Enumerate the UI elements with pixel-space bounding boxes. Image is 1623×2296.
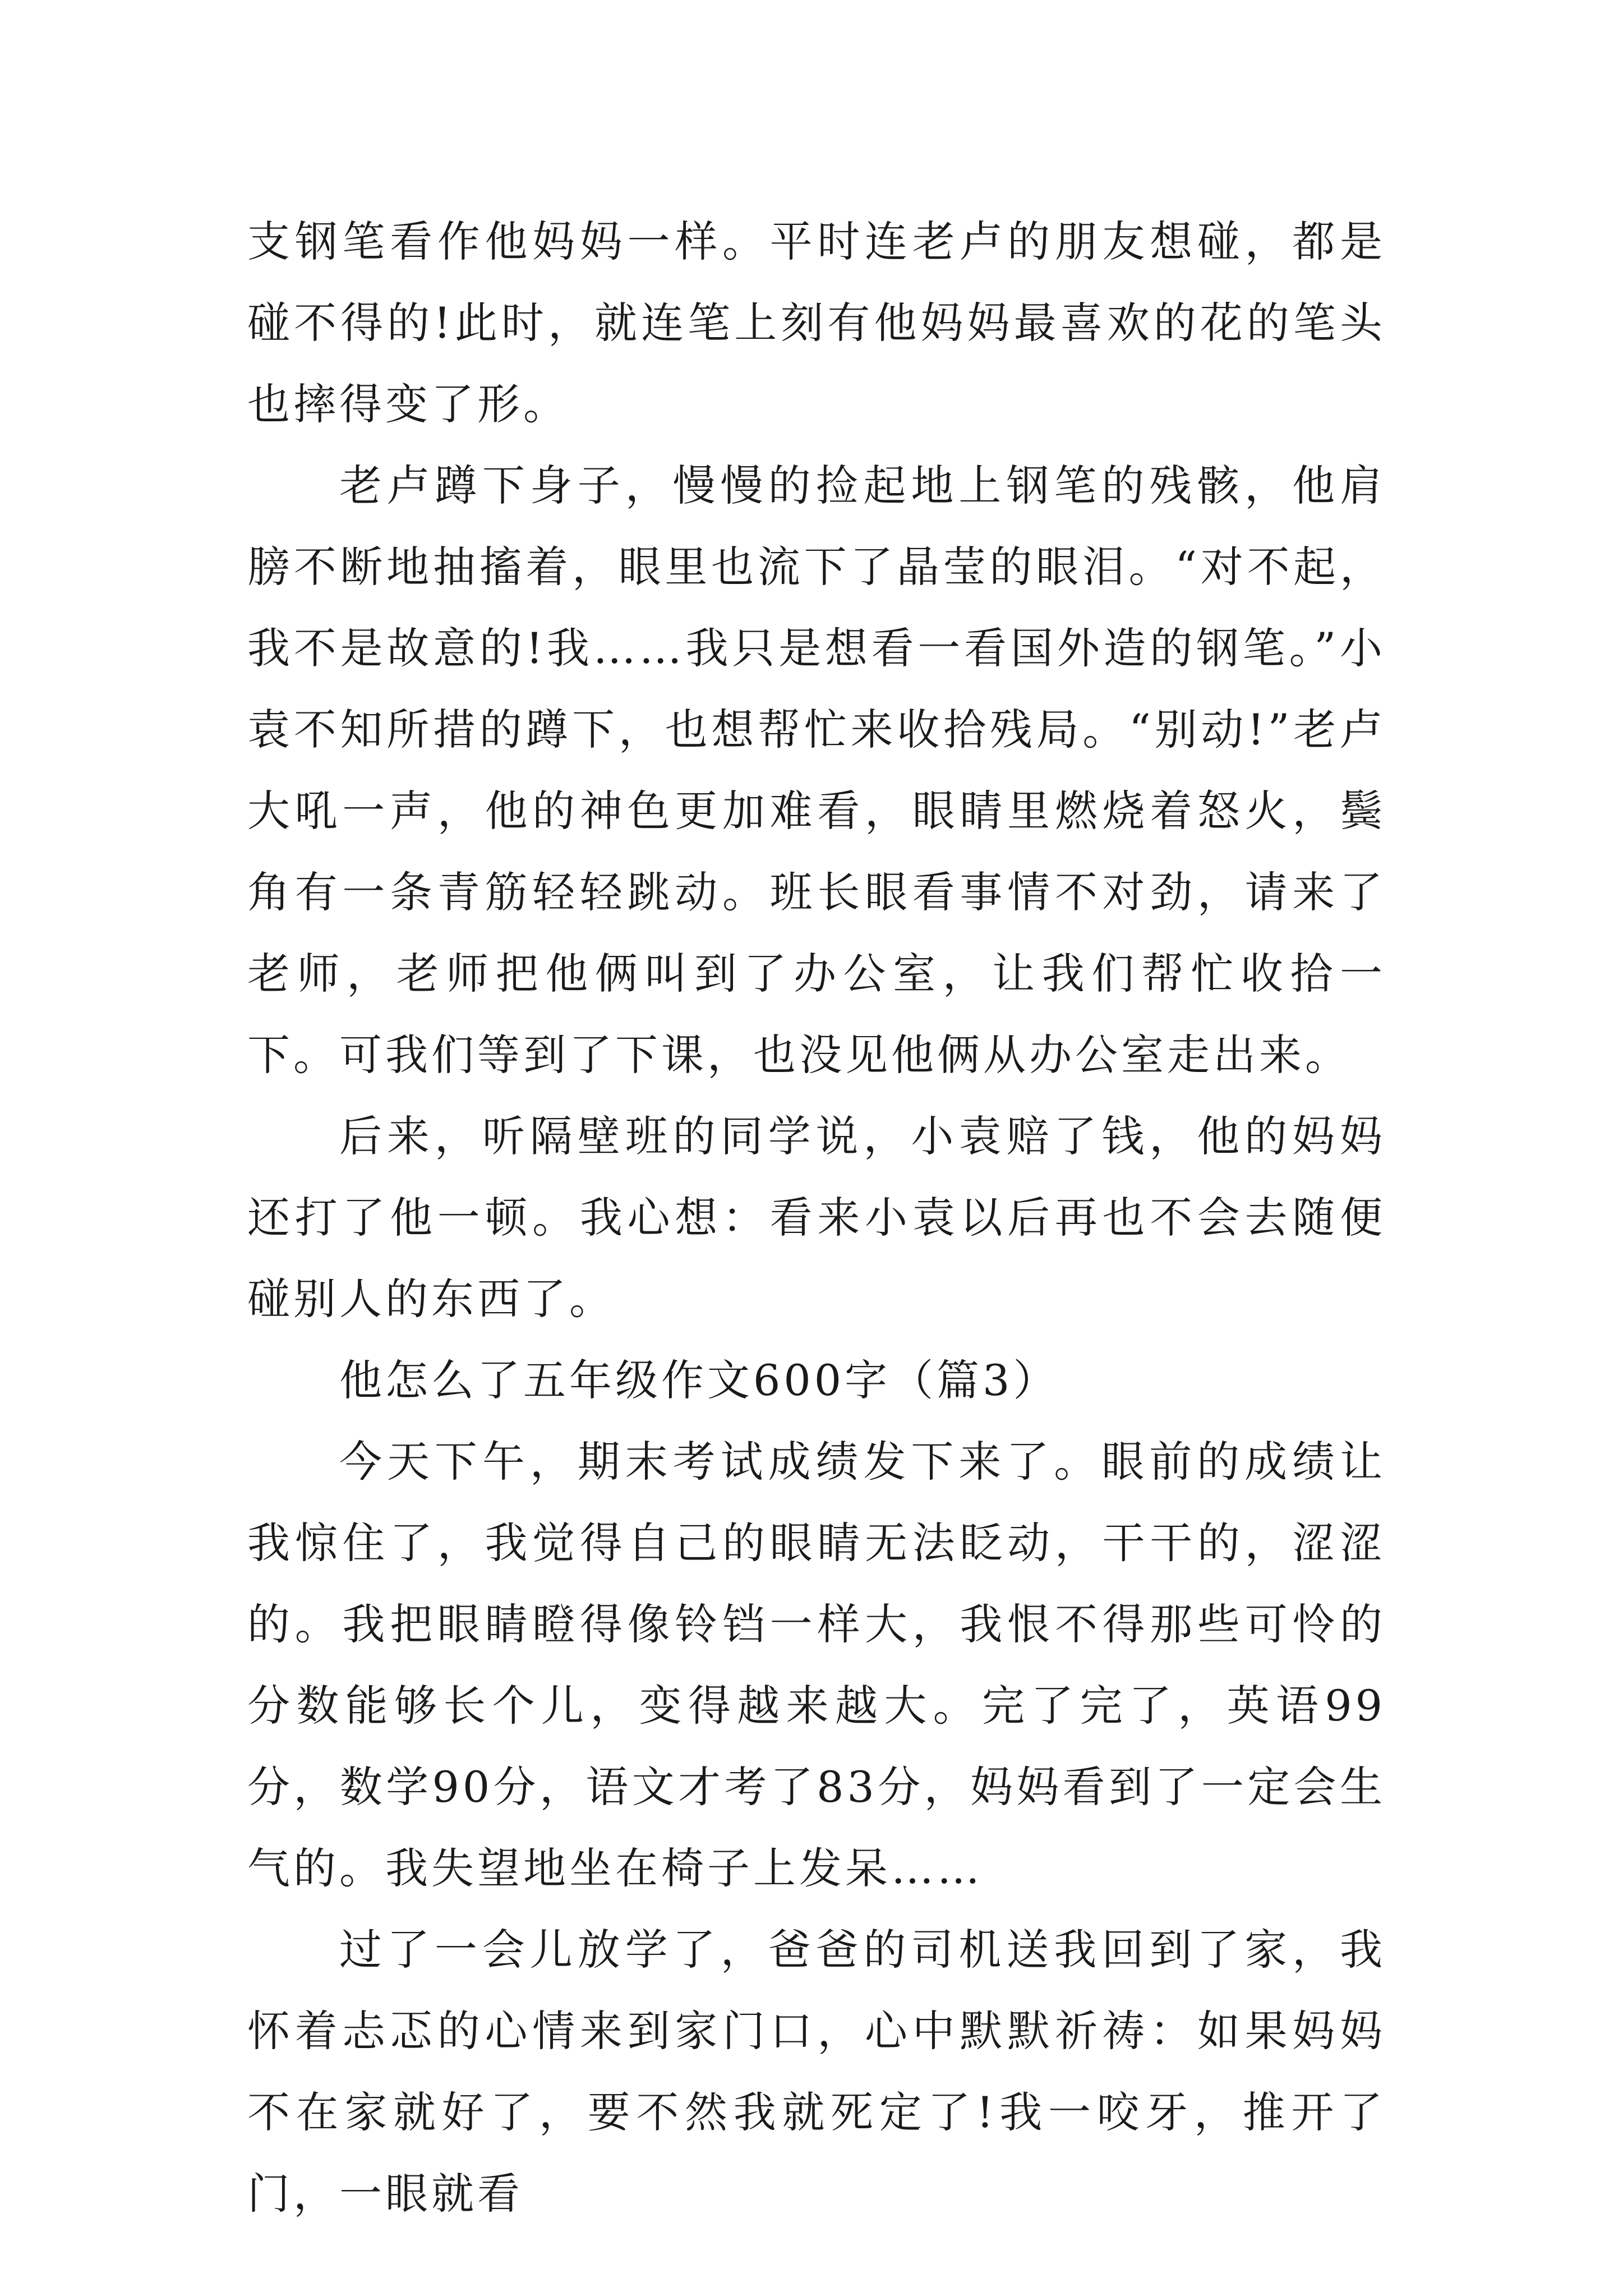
section-heading: 他怎么了五年级作文600字（篇3） [339,1355,1059,1405]
paragraph: 过了一会儿放学了，爸爸的司机送我回到了家，我怀着忐忑的心情来到家门口，心中默默祈祷：如果妈妈不在家就好了，要不然我就死定了!我一咬牙，推开了门，一眼就看 [247,1925,1386,2219]
paragraph-continued: 支钢笔看作他妈妈一样。平时连老卢的朋友想碰，都是碰不得的!此时，就连笔上刻有他妈妈最喜欢的花的笔头也摔得变了形。 [247,217,1386,429]
paragraph: 老卢蹲下身子，慢慢的捡起地上钢笔的残骸，他肩膀不断地抽搐着，眼里也流下了晶莹的眼泪。“对不起，我不是故意的!我……我只是想看一看国外造的钢笔。”小袁不知所措的蹲下，也想帮忙来收拾残局。“别动!”老卢大吼一声，他的神色更加难看，眼睛里燃烧着怒火，鬓角有一条青筋轻轻跳动。班长眼看事情不对劲，请来了老师，老师把他俩叫到了办公室，让我们帮忙收拾一下。可我们等到了下课，也没见他俩从办公室走出来。 [247,461,1386,1080]
essay-body [247,201,1386,2234]
paragraph: 今天下午，期末考试成绩发下来了。眼前的成绩让我惊住了，我觉得自己的眼睛无法眨动，干干的，涩涩的。我把眼睛瞪得像铃铛一样大，我恨不得那些可怜的分数能够长个儿，变得越来越大。完了完了，英语99分，数学90分，语文才考了83分，妈妈看到了一定会生气的。我失望地坐在椅子上发呆…… [247,1437,1386,1893]
paragraph: 后来，听隔壁班的同学说，小袁赔了钱，他的妈妈还打了他一顿。我心想：看来小袁以后再也不会去随便碰别人的东西了。 [247,1111,1386,1324]
